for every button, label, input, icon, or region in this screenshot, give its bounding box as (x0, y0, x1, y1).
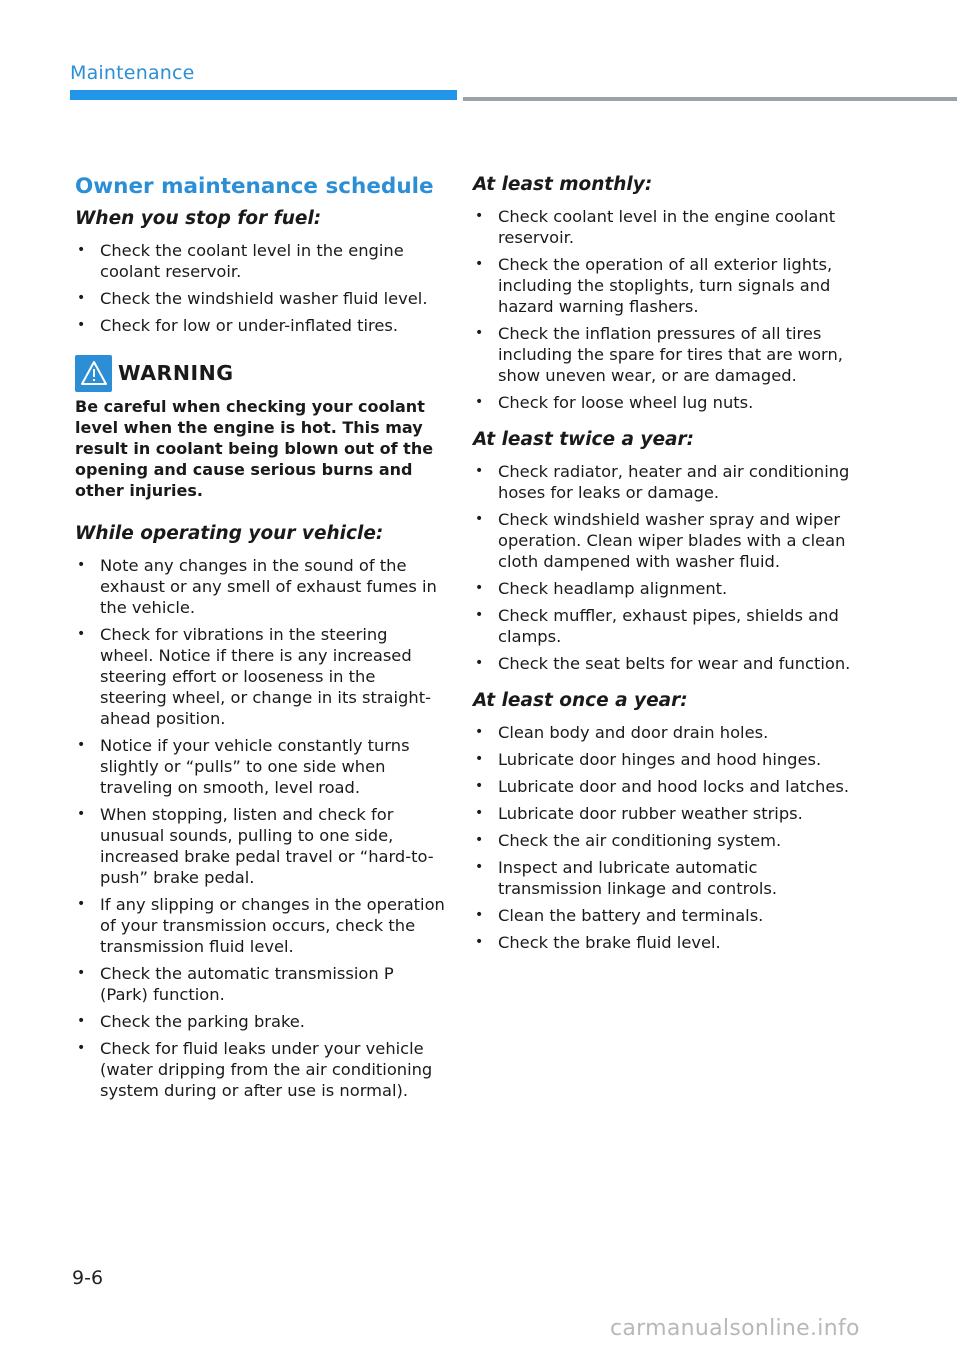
bullet-icon: • (475, 778, 484, 794)
bullet-icon: • (475, 724, 484, 740)
bullet-icon: • (77, 626, 86, 642)
list-item: • Check the inflation pressures of all tires including the spare for tires that are worn, show uneven wear, or are damaged. (475, 324, 843, 385)
monthly-heading: At least monthly: (473, 174, 653, 195)
bullet-icon: • (475, 256, 484, 272)
fuel-stop-heading: When you stop for fuel: (75, 208, 322, 229)
operating-list (75, 555, 445, 1101)
page-title: Owner maintenance schedule (75, 174, 434, 199)
twice-yearly-heading: At least twice a year: (473, 429, 695, 450)
list-item: • Clean body and door drain holes. (475, 723, 769, 742)
operating-heading: While operating your vehicle: (75, 523, 384, 544)
list-item: • Lubricate door and hood locks and latches. (475, 777, 850, 796)
fuel-stop-group (75, 206, 445, 336)
list-item: • Check the parking brake. (77, 1012, 305, 1031)
yearly-list (473, 722, 853, 953)
list-item: • Check windshield washer spray and wiper operation. Clean wiper blades with a clean cloth dampened with washer fluid. (475, 510, 846, 571)
watermark-link[interactable]: carmanualsonline.info (610, 1316, 860, 1341)
yearly-heading: At least once a year: (473, 690, 688, 711)
fuel-stop-list (75, 240, 445, 336)
bullet-icon: • (77, 896, 86, 912)
bullet-icon: • (77, 242, 86, 258)
left-column (75, 172, 445, 1115)
bullet-icon: • (475, 907, 484, 923)
list-item: • Clean the battery and terminals. (475, 906, 764, 925)
list-item: • When stopping, listen and check for unusual sounds, pulling to one side, increased brake pedal travel or “hard-to-push” brake pedal. (77, 805, 434, 887)
bullet-icon: • (77, 290, 86, 306)
list-item: • Inspect and lubricate automatic transmission linkage and controls. (475, 858, 778, 898)
list-item: • Notice if your vehicle constantly turns slightly or “pulls” to one side when traveling on smooth, level road. (77, 736, 410, 797)
bullet-icon: • (475, 607, 484, 623)
bullet-icon: • (77, 557, 86, 573)
bullet-icon: • (77, 1013, 86, 1029)
yearly-group (473, 688, 853, 953)
list-item: • Check radiator, heater and air conditioning hoses for leaks or damage. (475, 462, 850, 502)
bullet-icon: • (475, 805, 484, 821)
list-item: • Check the operation of all exterior lights, including the stoplights, turn signals and hazard warning flashers. (475, 255, 833, 316)
bullet-icon: • (475, 511, 484, 527)
bullet-icon: • (475, 859, 484, 875)
list-item: • Check for fluid leaks under your vehicle (water dripping from the air conditioning system during or after use is normal). (77, 1039, 433, 1100)
list-item: • Check the coolant level in the engine coolant reservoir. (77, 241, 404, 281)
header-accent-bar (70, 90, 457, 100)
list-item: • Check the windshield washer fluid level. (77, 289, 428, 308)
bullet-icon: • (475, 208, 484, 224)
list-item: • Lubricate door hinges and hood hinges. (475, 750, 822, 769)
list-item: • Check for low or under-inflated tires. (77, 316, 399, 335)
list-item: • Check for loose wheel lug nuts. (475, 393, 754, 412)
bullet-icon: • (77, 965, 86, 981)
bullet-icon: • (475, 655, 484, 671)
operating-group (75, 521, 445, 1101)
bullet-icon: • (77, 737, 86, 753)
bullet-icon: • (475, 832, 484, 848)
list-item: • Check headlamp alignment. (475, 579, 728, 598)
monthly-group (473, 172, 853, 413)
list-item: • Lubricate door rubber weather strips. (475, 804, 803, 823)
header-rule (463, 97, 957, 101)
right-column (473, 172, 853, 967)
twice-yearly-list (473, 461, 853, 674)
list-item: • Check the seat belts for wear and function. (475, 654, 851, 673)
bullet-icon: • (77, 317, 86, 333)
page-number: 9-6 (72, 1267, 104, 1289)
bullet-icon: • (475, 463, 484, 479)
bullet-icon: • (77, 1040, 86, 1056)
bullet-icon: • (475, 580, 484, 596)
warning-triangle-icon (75, 355, 112, 392)
list-item: • If any slipping or changes in the operation of your transmission occurs, check the transmission fluid level. (77, 895, 445, 956)
warning-text: Be careful when checking your coolant level when the engine is hot. This may result in coolant being blown out of the opening and cause serious burns and other injuries. (75, 397, 434, 500)
list-item: • Check for vibrations in the steering wheel. Notice if there is any increased steering effort or looseness in the steering wheel, or change in its straight-ahead position. (77, 625, 431, 728)
list-item: • Check the air conditioning system. (475, 831, 782, 850)
warning-box (75, 354, 445, 501)
list-item: • Check the automatic transmission P (Park) function. (77, 964, 394, 1004)
list-item: • Check muffler, exhaust pipes, shields and clamps. (475, 606, 839, 646)
monthly-list (473, 206, 853, 413)
list-item: • Check coolant level in the engine coolant reservoir. (475, 207, 836, 247)
warning-title: WARNING (118, 361, 234, 385)
section-header-label: Maintenance (70, 62, 195, 84)
twice-yearly-group (473, 427, 853, 674)
bullet-icon: • (475, 934, 484, 950)
bullet-icon: • (77, 806, 86, 822)
list-item: • Note any changes in the sound of the exhaust or any smell of exhaust fumes in the vehicle. (77, 556, 437, 617)
bullet-icon: • (475, 751, 484, 767)
bullet-icon: • (475, 325, 484, 341)
bullet-icon: • (475, 394, 484, 410)
list-item: • Check the brake fluid level. (475, 933, 721, 952)
